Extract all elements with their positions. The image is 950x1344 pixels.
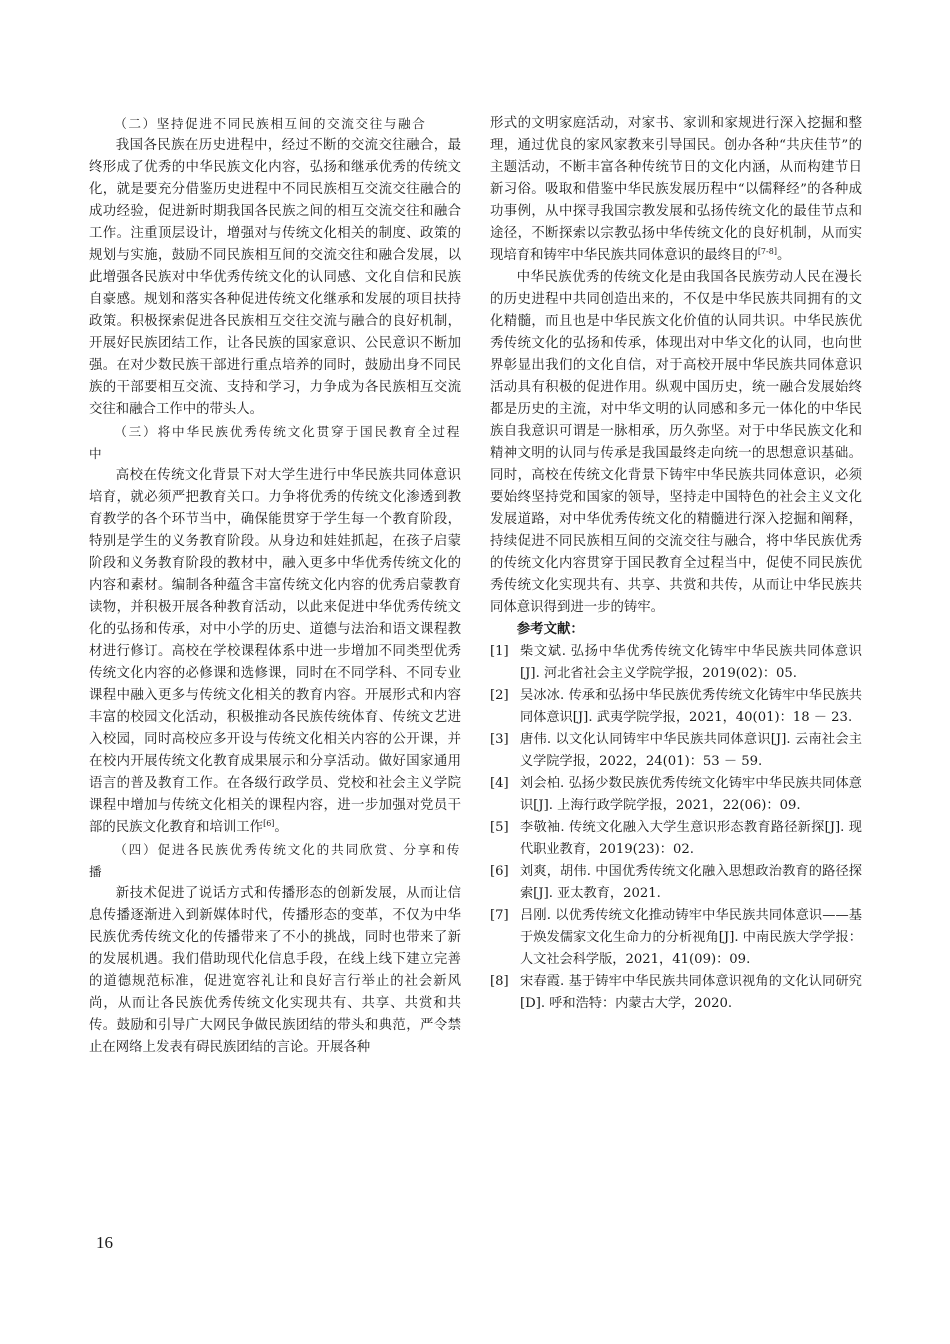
section-heading-3: （三）将中华民族优秀传统文化贯穿于国民教育全过程中	[89, 424, 461, 461]
paragraph	[89, 465, 461, 839]
reference-number: [3]	[490, 732, 509, 747]
paragraph-end: 。	[274, 820, 288, 835]
reference-text: 李敬袖. 传统文化融入大学生意识形态教育路径新探[J]. 现代职业教育，2019(23)：02.	[520, 820, 862, 857]
reference-number: [6]	[490, 864, 509, 879]
reference-item	[490, 773, 862, 817]
reference-text: 吕刚. 以优秀传统文化推动铸牢中华民族共同体意识——基于焕发儒家文化生命力的分析视角[J]. 中南民族大学学报：人文社会科学版，2021，41(09)：09.	[520, 908, 862, 967]
reference-item	[490, 817, 862, 861]
reference-item	[490, 971, 862, 1015]
citation: [6]	[263, 819, 275, 828]
reference-item	[490, 641, 862, 685]
reference-item	[490, 729, 862, 773]
reference-text: 刘会柏. 弘扬少数民族优秀传统文化铸牢中华民族共同体意识[J]. 上海行政学院学报，2021，22(06)：09.	[520, 776, 862, 813]
paragraph: 我国各民族在历史进程中，经过不断的交流交往融合，最终形成了优秀的中华民族文化内容，弘扬和继承优秀的传统文化，就是要充分借鉴历史进程中不同民族相互交流交往融合的成功经验，促进新时期我国各民族之间的相互交流交往和融合工作。注重顶层设计，增强对与传统文化相关的制度、政策的规划与实施，鼓励不同民族相互间的交流交往和融合发展，以此增强各民族对中华优秀传统文化的认同感、文化自信和民族自豪感。规划和落实各种促进传统文化继承和发展的项目扶持政策。积极探索促进各民族相互交往交流与融合的良好机制，开展好民族团结工作，让各民族的国家意识、公民意识不断加强。在对少数民族干部进行重点培养的同时，鼓励出身不同民族的干部要相互交流、支持和学习，力争成为各民族相互交流交往和融合工作中的带头人。	[89, 138, 461, 417]
section-heading-2: （二）坚持促进不同民族相互间的交流交往与融合	[114, 116, 427, 131]
reference-list	[490, 641, 862, 1015]
reference-number: [1]	[490, 644, 509, 659]
paragraph-text: 高校在传统文化背景下对大学生进行中华民族共同体意识培育，就必须严把教育关口。力争将优秀的传统文化渗透到教育教学的各个环节当中，确保能贯穿于学生每一个教育阶段，特别是学生的义务教育阶段。从身边和娃娃抓起，在孩子启蒙阶段和义务教育阶段的教材中，融入更多中华优秀传统文化的内容和素材。编制各种蕴含丰富传统文化内容的优秀启蒙教育读物，并积极开展各种教育活动，以此来促进中华优秀传统文化的弘扬和传承，对中小学的历史、道德与法治和语文课程教材进行修订。高校在学校课程体系中进一步增加不同类型优秀传统文化内容的必修课和选修课，同时在不同学科、不同专业课程中融入更多与传统文化相关的教育内容。开展形式和内容丰富的校园文化活动，积极推动各民族传统体育、传统文艺进入校园，同时高校应多开设与传统文化相关内容的公开课，并在校内开展传统文化教育成果展示和分享活动。做好国家通用语言的普及教育工作。在各级行政学员、党校和社会主义学院课程中增加与传统文化相关的课程内容，进一步加强对党员干部的民族文化教育和培训工作	[89, 468, 461, 835]
reference-number: [4]	[490, 776, 509, 791]
right-column	[490, 113, 862, 1015]
paragraph	[490, 113, 862, 267]
reference-number: [5]	[490, 820, 509, 835]
reference-text: 刘爽，胡伟. 中国优秀传统文化融入思想政治教育的路径探索[J]. 亚太教育，2021.	[520, 864, 862, 901]
reference-text: 吴冰冰. 传承和弘扬中华民族优秀传统文化铸牢中华民族共同体意识[J]. 武夷学院学报，2021，40(01)：18 － 23.	[520, 688, 862, 725]
reference-number: [7]	[490, 908, 509, 923]
reference-text: 唐伟. 以文化认同铸牢中华民族共同体意识[J]. 云南社会主义学院学报，2022，24(01)：53 － 59.	[520, 732, 862, 769]
left-column	[89, 113, 461, 1059]
reference-number: [2]	[490, 688, 509, 703]
paragraph: 中华民族优秀的传统文化是由我国各民族劳动人民在漫长的历史进程中共同创造出来的，不仅是中华民族共同拥有的文化精髓，而且也是中华民族文化价值的认同共识。中华民族优秀传统文化的弘扬和传承，体现出对中华文化的认同，也向世界彰显出我们的文化自信，对于高校开展中华民族共同体意识活动具有积极的促进作用。纵观中国历史，统一融合发展始终都是历史的主流，对中华文明的认同感和多元一体化的中华民族自我意识可谓是一脉相承，历久弥坚。对于中华民族文化和精神文明的认同与传承是我国最终走向统一的思想意识基础。同时，高校在传统文化背景下铸牢中华民族共同体意识，必须要始终坚持党和国家的领导，坚持走中国特色的社会主义文化发展道路，对中华优秀传统文化的精髓进行深入挖掘和阐释，持续促进不同民族相互间的交流交往与融合，将中华民族优秀的传统文化内容贯穿于国民教育全过程当中，促使不同民族优秀传统文化实现共有、共享、共赏和共传，从而让中华民族共同体意识得到进一步的铸牢。	[490, 270, 862, 615]
references-title: 参考文献：	[516, 622, 584, 637]
reference-item	[490, 861, 862, 905]
paragraph-text: 形式的文明家庭活动，对家书、家训和家规进行深入挖掘和整理，通过优良的家风家教来引导国民。创办各种“共庆佳节”的主题活动，不断丰富各种传统节日的文化内涵，从而构建节日新习俗。吸取和借鉴中华民族发展历程中“以儒释经”的各种成功事例，从中探寻我国宗教发展和弘扬传统文化的最佳节点和途径，不断探索以宗教弘扬中华传统文化的良好机制，从而实现培育和铸牢中华民族共同体意识的最终目的	[490, 116, 862, 263]
reference-number: [8]	[490, 974, 509, 989]
reference-item	[490, 905, 862, 971]
paragraph: 新技术促进了说话方式和传播形态的创新发展，从而让信息传播逐渐进入到新媒体时代，传播形态的变革，不仅为中华民族优秀传统文化的传播带来了不小的挑战，同时也带来了新的发展机遇。我们借助现代化信息手段，在线上线下建立完善的道德规范标准，促进宽容礼让和良好言行举止的社会新风尚，从而让各民族优秀传统文化实现共有、共享、共赏和共传。鼓励和引导广大网民争做民族团结的带头和典范，严令禁止在网络上发表有碍民族团结的言论。开展各种	[89, 886, 461, 1055]
paragraph-end: 。	[776, 248, 791, 263]
citation: [7-8]	[757, 247, 777, 256]
reference-text: 宋春霞. 基于铸牢中华民族共同体意识视角的文化认同研究[D]. 呼和浩特：内蒙古大学，2020.	[520, 974, 862, 1011]
page-number: 16	[96, 1233, 113, 1252]
reference-item	[490, 685, 862, 729]
section-heading-4: （四）促进各民族优秀传统文化的共同欣赏、分享和传播	[89, 842, 461, 879]
reference-text: 柴文斌. 弘扬中华优秀传统文化铸牢中华民族共同体意识[J]. 河北省社会主义学院学报，2019(02)：05.	[520, 644, 862, 681]
